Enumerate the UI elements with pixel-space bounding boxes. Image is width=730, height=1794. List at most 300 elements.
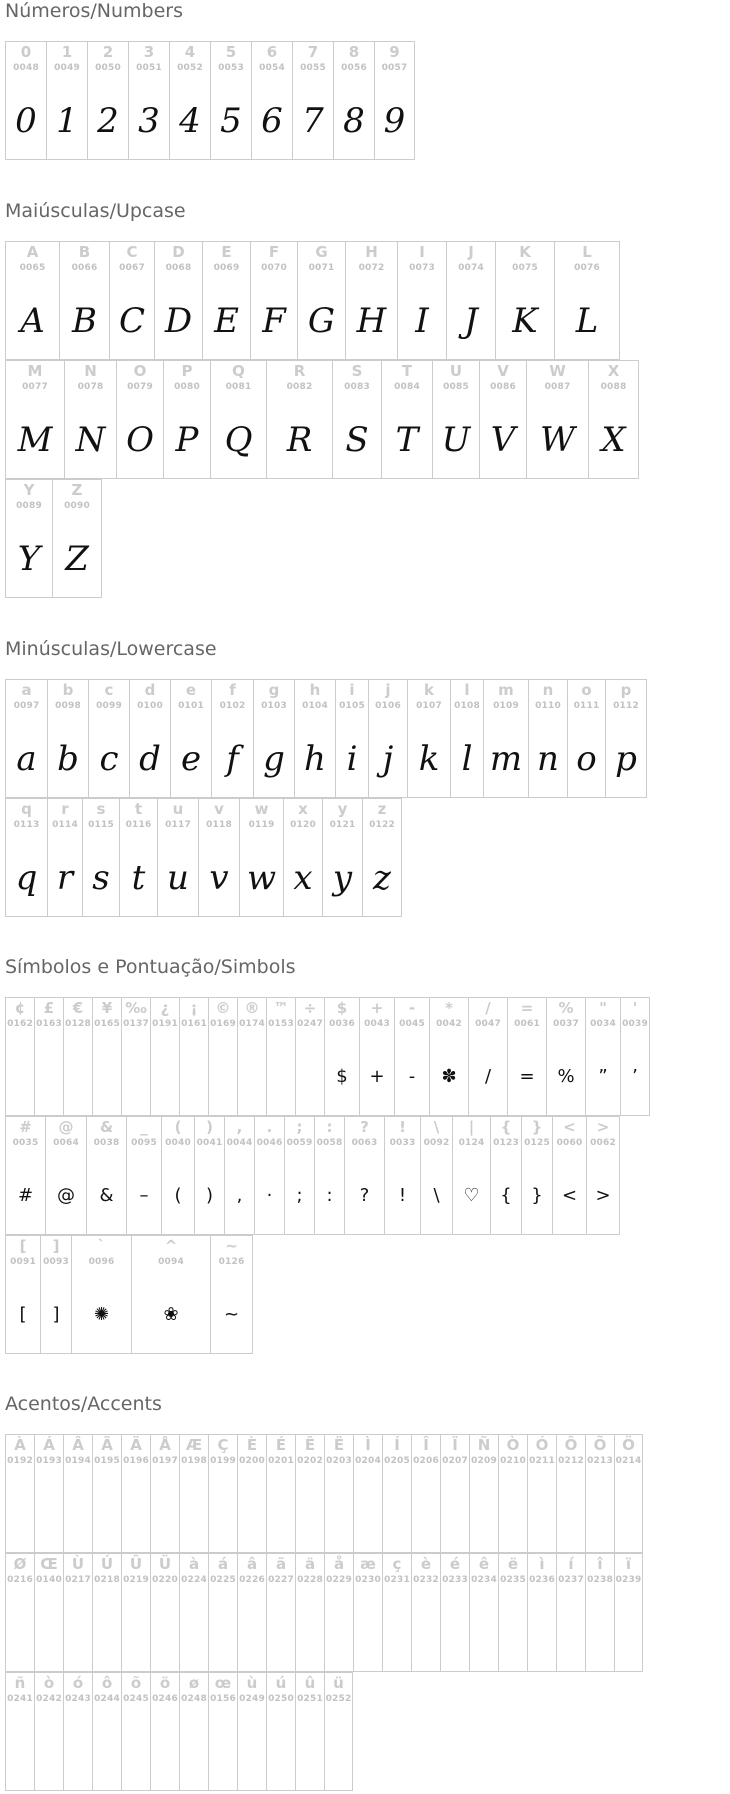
glyph-cell bbox=[179, 1434, 208, 1553]
glyph-cell bbox=[169, 41, 210, 160]
glyph-cell bbox=[128, 41, 169, 160]
glyph-sample bbox=[64, 1475, 92, 1553]
character-label: Y bbox=[23, 481, 35, 499]
glyph-cell bbox=[324, 1553, 353, 1672]
character-label: U bbox=[449, 362, 463, 380]
character-code: 0245 bbox=[123, 1694, 149, 1704]
glyph-sample: P bbox=[175, 420, 199, 460]
glyph-cell bbox=[47, 679, 88, 798]
glyph-sample: [ bbox=[19, 1304, 27, 1325]
glyph-row bbox=[5, 679, 647, 798]
glyph-sample: ; bbox=[296, 1185, 303, 1206]
character-label: ' bbox=[632, 999, 638, 1017]
character-code: 0211 bbox=[529, 1456, 555, 1466]
glyph-cell bbox=[59, 241, 109, 360]
character-code: 0244 bbox=[94, 1694, 120, 1704]
character-label: o bbox=[581, 681, 592, 699]
character-code: 0104 bbox=[302, 701, 328, 711]
glyph-sample: ❀ bbox=[163, 1304, 179, 1325]
character-label: Á bbox=[43, 1436, 55, 1454]
glyph-sample: G bbox=[307, 301, 336, 341]
character-code: 0122 bbox=[369, 820, 395, 830]
character-code: 0200 bbox=[239, 1456, 265, 1466]
glyph-cell bbox=[353, 1553, 382, 1672]
glyph-row bbox=[5, 1553, 643, 1672]
character-label: [ bbox=[19, 1237, 27, 1255]
character-code: 0248 bbox=[181, 1694, 207, 1704]
glyph-sample bbox=[64, 1038, 92, 1116]
character-label: Ï bbox=[452, 1436, 458, 1454]
glyph-sample bbox=[238, 1713, 266, 1791]
character-code: 0228 bbox=[297, 1575, 323, 1585]
glyph-cell bbox=[82, 798, 119, 917]
glyph-cell bbox=[5, 41, 46, 160]
glyph-cell bbox=[381, 360, 432, 479]
section-title: Números/Numbers bbox=[5, 0, 183, 22]
glyph-sample bbox=[615, 1594, 642, 1672]
character-label: î bbox=[597, 1555, 603, 1573]
glyph-cell bbox=[5, 1235, 40, 1354]
glyph-cell bbox=[314, 1116, 344, 1235]
character-code: 0063 bbox=[351, 1138, 378, 1148]
character-label: A bbox=[26, 243, 39, 261]
glyph-cell bbox=[585, 1553, 614, 1672]
character-code: 0156 bbox=[210, 1694, 236, 1704]
glyph-sample bbox=[209, 1713, 237, 1791]
glyph-sample: j bbox=[382, 739, 394, 779]
character-code: 0050 bbox=[95, 63, 121, 73]
character-label: + bbox=[370, 999, 384, 1017]
character-code: 0099 bbox=[96, 701, 122, 711]
character-code: 0197 bbox=[152, 1456, 178, 1466]
character-code: 0100 bbox=[137, 701, 163, 711]
character-code: 0065 bbox=[19, 263, 46, 273]
glyph-sample bbox=[180, 1713, 208, 1791]
character-code: 0108 bbox=[454, 701, 480, 711]
character-code: 0033 bbox=[389, 1138, 416, 1148]
section-title: Acentos/Accents bbox=[5, 1393, 162, 1415]
glyph-sample: 2 bbox=[97, 101, 119, 141]
character-label: k bbox=[424, 681, 434, 699]
glyph-cell bbox=[63, 1672, 92, 1791]
character-label: É bbox=[275, 1436, 287, 1454]
character-code: 0089 bbox=[16, 501, 42, 511]
character-label: c bbox=[104, 681, 114, 699]
character-label: © bbox=[215, 999, 231, 1017]
glyph-cell bbox=[34, 1553, 63, 1672]
character-label: Ê bbox=[304, 1436, 316, 1454]
glyph-cell bbox=[556, 1553, 585, 1672]
glyph-cell bbox=[440, 1553, 469, 1672]
glyph-cell bbox=[87, 41, 128, 160]
character-code: 0251 bbox=[297, 1694, 323, 1704]
glyph-sample bbox=[615, 1475, 642, 1553]
character-code: 0079 bbox=[127, 382, 153, 392]
glyph-sample: h bbox=[304, 739, 326, 779]
character-code: 0116 bbox=[125, 820, 152, 830]
glyph-sample bbox=[557, 1475, 585, 1553]
character-code: 0068 bbox=[165, 263, 192, 273]
character-label: ì bbox=[539, 1555, 545, 1573]
glyph-sample: c bbox=[99, 739, 119, 779]
character-label: d bbox=[144, 681, 156, 699]
character-label: . bbox=[266, 1118, 273, 1136]
character-label: Ø bbox=[13, 1555, 27, 1573]
glyph-cell bbox=[407, 679, 450, 798]
character-label: Í bbox=[394, 1436, 400, 1454]
character-label: q bbox=[21, 800, 32, 818]
glyph-cell bbox=[5, 997, 34, 1116]
glyph-sample: ’ bbox=[632, 1066, 638, 1087]
glyph-cell bbox=[150, 1672, 179, 1791]
character-code: 0213 bbox=[587, 1456, 613, 1466]
glyph-cell bbox=[154, 241, 202, 360]
character-code: 0039 bbox=[622, 1019, 648, 1029]
character-label: Ü bbox=[158, 1555, 172, 1573]
glyph-cell bbox=[34, 1672, 63, 1791]
character-code: 0225 bbox=[210, 1575, 236, 1585]
character-label: C bbox=[126, 243, 138, 261]
glyph-sample bbox=[151, 1038, 179, 1116]
glyph-cell bbox=[131, 1235, 210, 1354]
glyph-cell bbox=[324, 997, 359, 1116]
character-label: X bbox=[607, 362, 620, 380]
character-code: 0118 bbox=[206, 820, 232, 830]
glyph-cell bbox=[284, 1116, 314, 1235]
character-code: 0201 bbox=[268, 1456, 294, 1466]
character-code: 0095 bbox=[131, 1138, 157, 1148]
character-code: 0199 bbox=[210, 1456, 236, 1466]
glyph-sample bbox=[93, 1475, 121, 1553]
glyph-sample bbox=[35, 1038, 63, 1116]
glyph-cell bbox=[5, 479, 52, 598]
character-label: 5 bbox=[225, 43, 237, 61]
character-code: 0192 bbox=[7, 1456, 33, 1466]
character-code: 0241 bbox=[7, 1694, 33, 1704]
glyph-cell bbox=[292, 41, 333, 160]
glyph-row bbox=[5, 1235, 253, 1354]
glyph-cell bbox=[161, 1116, 194, 1235]
glyph-cell bbox=[194, 1116, 224, 1235]
character-code: 0106 bbox=[375, 701, 401, 711]
glyph-cell bbox=[588, 360, 639, 479]
glyph-cell bbox=[5, 1672, 34, 1791]
glyph-sample: 9 bbox=[383, 101, 406, 141]
glyph-sample bbox=[412, 1475, 440, 1553]
character-code: 0078 bbox=[77, 382, 104, 392]
glyph-cell bbox=[498, 1434, 527, 1553]
character-code: 0230 bbox=[355, 1575, 381, 1585]
character-code: 0036 bbox=[329, 1019, 355, 1029]
character-code: 0231 bbox=[384, 1575, 410, 1585]
character-code: 0040 bbox=[165, 1138, 191, 1148]
glyph-sample: K bbox=[512, 301, 538, 341]
character-code: 0191 bbox=[152, 1019, 178, 1029]
glyph-cell bbox=[254, 1116, 284, 1235]
character-code: 0069 bbox=[213, 263, 240, 273]
character-code: 0165 bbox=[94, 1019, 120, 1029]
character-label: ] bbox=[52, 1237, 60, 1255]
character-code: 0123 bbox=[493, 1138, 519, 1148]
character-label: < bbox=[563, 1118, 576, 1136]
glyph-cell bbox=[5, 360, 64, 479]
glyph-cell bbox=[121, 997, 150, 1116]
character-label: z bbox=[377, 800, 387, 818]
glyph-sample bbox=[6, 1475, 34, 1553]
character-code: 0243 bbox=[65, 1694, 91, 1704]
glyph-cell bbox=[237, 1672, 266, 1791]
character-code: 0115 bbox=[88, 820, 114, 830]
character-code: 0238 bbox=[587, 1575, 613, 1585]
character-code: 0074 bbox=[458, 263, 484, 273]
character-code: 0101 bbox=[178, 701, 204, 711]
glyph-sample: x bbox=[293, 858, 313, 898]
glyph-sample: B bbox=[72, 301, 97, 341]
character-label: 8 bbox=[348, 43, 360, 61]
character-label: w bbox=[254, 800, 269, 818]
character-label: Ñ bbox=[477, 1436, 491, 1454]
section-title: Maiúsculas/Upcase bbox=[5, 200, 186, 222]
character-label: ú bbox=[275, 1674, 287, 1692]
glyph-cell bbox=[345, 241, 397, 360]
glyph-sample: Y bbox=[17, 539, 41, 579]
glyph-sample bbox=[238, 1594, 266, 1672]
section-title: Minúsculas/Lowercase bbox=[5, 638, 217, 660]
glyph-sample: F bbox=[262, 301, 286, 341]
glyph-cell bbox=[150, 997, 179, 1116]
character-label: % bbox=[558, 999, 574, 1017]
glyph-cell bbox=[64, 360, 116, 479]
glyph-cell bbox=[266, 1434, 295, 1553]
character-label: g bbox=[268, 681, 280, 699]
glyph-sample: / bbox=[484, 1066, 492, 1087]
glyph-sample bbox=[296, 1475, 324, 1553]
glyph-sample: 3 bbox=[138, 101, 160, 141]
glyph-sample: g bbox=[263, 739, 285, 779]
glyph-cell bbox=[250, 241, 297, 360]
character-label: J bbox=[468, 243, 474, 261]
glyph-cell bbox=[208, 1672, 237, 1791]
glyph-sample: W bbox=[540, 420, 575, 460]
character-label: ¥ bbox=[101, 999, 113, 1017]
glyph-cell bbox=[239, 798, 283, 917]
glyph-sample bbox=[383, 1475, 411, 1553]
glyph-sample bbox=[470, 1594, 498, 1672]
glyph-cell bbox=[237, 1553, 266, 1672]
glyph-sample: O bbox=[126, 420, 154, 460]
character-code: 0216 bbox=[7, 1575, 33, 1585]
glyph-cell bbox=[526, 360, 588, 479]
glyph-cell bbox=[322, 798, 362, 917]
character-code: 0153 bbox=[268, 1019, 294, 1029]
glyph-sample: ] bbox=[52, 1304, 60, 1325]
character-code: 0044 bbox=[226, 1138, 253, 1148]
glyph-cell bbox=[34, 1434, 63, 1553]
character-label: " bbox=[599, 999, 607, 1017]
character-label: W bbox=[549, 362, 566, 380]
glyph-sample: X bbox=[601, 420, 626, 460]
glyph-sample bbox=[412, 1594, 440, 1672]
glyph-sample: Q bbox=[224, 420, 253, 460]
character-label: â bbox=[246, 1555, 258, 1573]
character-code: 0128 bbox=[65, 1019, 91, 1029]
glyph-row bbox=[5, 479, 102, 598]
glyph-sample: T bbox=[395, 420, 419, 460]
character-label: ¡ bbox=[190, 999, 198, 1017]
character-code: 0087 bbox=[544, 382, 571, 392]
glyph-cell bbox=[129, 679, 170, 798]
character-label: h bbox=[309, 681, 321, 699]
glyph-cell bbox=[420, 1116, 452, 1235]
glyph-sample bbox=[557, 1594, 585, 1672]
glyph-cell bbox=[40, 1235, 71, 1354]
glyph-sample: } bbox=[531, 1185, 543, 1206]
character-code: 0043 bbox=[364, 1019, 390, 1029]
character-code: 0071 bbox=[308, 263, 335, 273]
glyph-sample: – bbox=[139, 1185, 149, 1206]
glyph-sample: ( bbox=[174, 1185, 182, 1206]
glyph-cell bbox=[614, 1553, 643, 1672]
glyph-sample: 1 bbox=[56, 101, 78, 141]
character-code: 0196 bbox=[123, 1456, 149, 1466]
character-label: å bbox=[333, 1555, 345, 1573]
glyph-cell bbox=[382, 1553, 411, 1672]
glyph-cell bbox=[210, 41, 251, 160]
glyph-sample: : bbox=[326, 1185, 333, 1206]
glyph-sample: A bbox=[20, 301, 45, 341]
glyph-sample bbox=[64, 1713, 92, 1791]
glyph-cell bbox=[411, 1434, 440, 1553]
glyph-sample: z bbox=[373, 858, 391, 898]
character-code: 0049 bbox=[54, 63, 80, 73]
character-label: \ bbox=[433, 1118, 440, 1136]
character-label: f bbox=[229, 681, 236, 699]
glyph-sample: t bbox=[131, 858, 146, 898]
character-code: 0220 bbox=[152, 1575, 178, 1585]
character-label: n bbox=[542, 681, 554, 699]
glyph-sample: # bbox=[17, 1185, 34, 1206]
character-code: 0234 bbox=[471, 1575, 497, 1585]
glyph-cell bbox=[440, 1434, 469, 1553]
glyph-sample: k bbox=[418, 739, 440, 779]
glyph-row bbox=[5, 41, 415, 160]
glyph-cell bbox=[324, 1672, 353, 1791]
character-label: ô bbox=[101, 1674, 113, 1692]
character-code: 0219 bbox=[123, 1575, 149, 1585]
glyph-cell bbox=[362, 798, 402, 917]
glyph-cell bbox=[469, 1434, 498, 1553]
character-label: t bbox=[134, 800, 143, 818]
character-label: I bbox=[419, 243, 425, 261]
glyph-cell bbox=[121, 1434, 150, 1553]
character-code: 0105 bbox=[339, 701, 365, 711]
glyph-cell bbox=[266, 1672, 295, 1791]
character-code: 0247 bbox=[297, 1019, 323, 1029]
glyph-sample: ✽ bbox=[441, 1066, 457, 1087]
character-label: G bbox=[315, 243, 328, 261]
character-label: D bbox=[172, 243, 185, 261]
glyph-cell bbox=[208, 997, 237, 1116]
glyph-cell bbox=[208, 1434, 237, 1553]
glyph-cell bbox=[353, 1434, 382, 1553]
glyph-cell bbox=[324, 1434, 353, 1553]
glyph-cell bbox=[211, 679, 253, 798]
character-label: Å bbox=[159, 1436, 171, 1454]
character-code: 0120 bbox=[290, 820, 316, 830]
character-code: 0236 bbox=[529, 1575, 555, 1585]
glyph-cell bbox=[429, 997, 468, 1116]
glyph-sample: S bbox=[345, 420, 369, 460]
character-label: á bbox=[217, 1555, 229, 1573]
glyph-sample bbox=[441, 1475, 469, 1553]
character-code: 0072 bbox=[358, 263, 385, 273]
glyph-cell bbox=[237, 997, 266, 1116]
character-code: 0059 bbox=[286, 1138, 313, 1148]
character-code: 0084 bbox=[394, 382, 420, 392]
glyph-row bbox=[5, 997, 650, 1116]
character-code: 0080 bbox=[174, 382, 200, 392]
glyph-sample bbox=[325, 1713, 352, 1791]
glyph-cell bbox=[224, 1116, 254, 1235]
glyph-sample: $ bbox=[336, 1066, 348, 1087]
glyph-sample bbox=[528, 1475, 556, 1553]
character-code: 0124 bbox=[458, 1138, 485, 1148]
glyph-cell bbox=[335, 679, 368, 798]
glyph-sample: ✺ bbox=[93, 1304, 110, 1325]
glyph-sample bbox=[93, 1594, 121, 1672]
character-label: 2 bbox=[102, 43, 114, 61]
glyph-cell bbox=[297, 241, 345, 360]
glyph-sample: q bbox=[15, 858, 38, 898]
character-code: 0064 bbox=[53, 1138, 79, 1148]
character-code: 0103 bbox=[261, 701, 287, 711]
character-code: 0246 bbox=[152, 1694, 178, 1704]
character-code: 0054 bbox=[259, 63, 285, 73]
character-code: 0252 bbox=[325, 1694, 352, 1704]
glyph-sample: % bbox=[557, 1066, 575, 1087]
glyph-cell bbox=[208, 1553, 237, 1672]
glyph-sample: L bbox=[575, 301, 599, 341]
glyph-sample bbox=[528, 1594, 556, 1672]
glyph-sample bbox=[35, 1713, 63, 1791]
character-code: 0041 bbox=[196, 1138, 223, 1148]
character-label: m bbox=[498, 681, 514, 699]
glyph-cell bbox=[121, 1553, 150, 1672]
glyph-cell bbox=[567, 679, 605, 798]
character-code: 0046 bbox=[256, 1138, 283, 1148]
character-code: 0037 bbox=[553, 1019, 579, 1029]
glyph-sample: ? bbox=[359, 1185, 370, 1206]
character-code: 0048 bbox=[13, 63, 39, 73]
character-label: Ã bbox=[101, 1436, 113, 1454]
glyph-cell bbox=[452, 1116, 490, 1235]
glyph-cell bbox=[283, 798, 322, 917]
character-code: 0060 bbox=[556, 1138, 583, 1148]
character-code: 0242 bbox=[36, 1694, 62, 1704]
character-code: 0056 bbox=[341, 63, 367, 73]
glyph-sample bbox=[296, 1594, 324, 1672]
glyph-sample: & bbox=[99, 1185, 114, 1206]
glyph-cell bbox=[479, 360, 526, 479]
glyph-sample: m bbox=[489, 739, 523, 779]
glyph-sample: V bbox=[490, 420, 516, 460]
character-label: ó bbox=[72, 1674, 84, 1692]
character-code: 0038 bbox=[93, 1138, 120, 1148]
character-code: 0169 bbox=[210, 1019, 236, 1029]
glyph-sample bbox=[93, 1713, 121, 1791]
character-code: 0217 bbox=[65, 1575, 91, 1585]
character-code: 0091 bbox=[10, 1257, 36, 1267]
